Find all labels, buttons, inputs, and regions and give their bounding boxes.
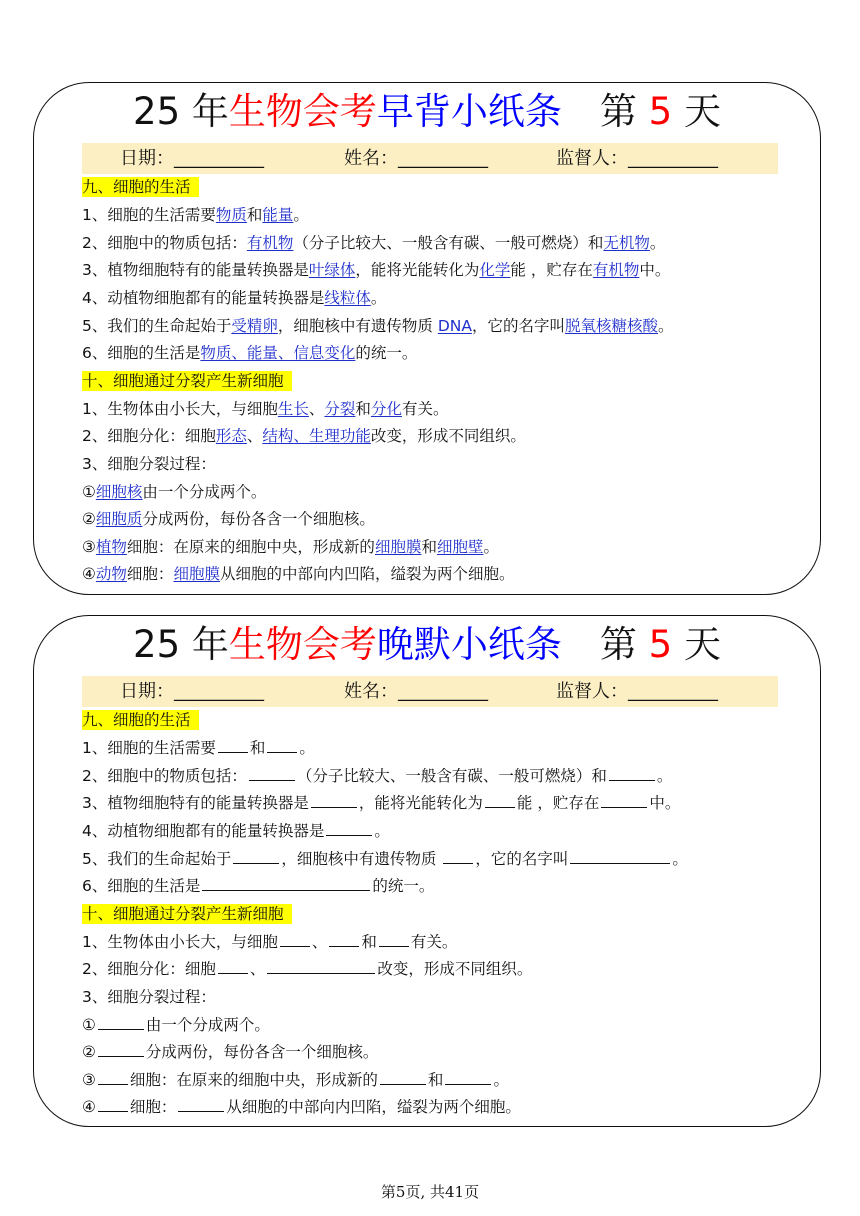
- blank[interactable]: [98, 1014, 144, 1030]
- blank[interactable]: [233, 848, 279, 864]
- info-bar: [82, 143, 778, 174]
- blank[interactable]: [280, 931, 310, 947]
- title-note-type: 早背小纸条: [376, 90, 562, 133]
- name-field: 姓名：__________: [344, 681, 488, 702]
- answer: 结构、生理功能: [262, 427, 371, 445]
- blank[interactable]: [445, 1069, 491, 1085]
- section-heading: [82, 709, 199, 731]
- title-year: 25: [133, 623, 181, 666]
- blank[interactable]: [443, 848, 473, 864]
- answer: 无机物: [603, 234, 650, 252]
- blank[interactable]: [329, 931, 359, 947]
- answer: 物质: [215, 206, 247, 224]
- blank[interactable]: [267, 737, 297, 753]
- title-tian: 天: [683, 623, 721, 666]
- answer: 能量: [262, 206, 294, 224]
- section-heading: [82, 176, 199, 198]
- list-item: ④ 细胞： 从细胞的中部向内凹陷，缢裂为两个细胞。: [82, 1098, 521, 1116]
- section-heading: [82, 370, 292, 392]
- card-title: [34, 89, 820, 135]
- answer: 化学: [479, 261, 511, 279]
- morning-recite-card: [33, 82, 821, 595]
- list-item: 1、细胞的生活需要 和 。: [82, 739, 315, 757]
- list-item: ④动物细胞：细胞膜从细胞的中部向内凹陷，缢裂为两个细胞。: [82, 565, 515, 583]
- list-item: 2、细胞分化：细胞 、 改变，形成不同组织。: [82, 960, 533, 978]
- list-item: 4、动植物细胞都有的能量转换器是 。: [82, 822, 390, 840]
- title-di: 第: [599, 623, 637, 666]
- title-year-char: 年: [191, 623, 229, 666]
- info-bar: [82, 676, 778, 707]
- list-item: ①细胞核由一个分成两个。: [82, 483, 267, 501]
- answer: 植物: [95, 538, 127, 556]
- list-item: ③植物细胞：在原来的细胞中央，形成新的细胞膜和细胞壁。: [82, 538, 499, 556]
- blank[interactable]: [609, 765, 655, 781]
- evening-dictation-card: [33, 615, 821, 1127]
- page-number: 第5页, 共41页: [380, 1183, 480, 1201]
- blank[interactable]: [218, 737, 248, 753]
- answer: 分裂: [324, 400, 356, 418]
- list-item: 1、细胞的生活需要物质和能量。: [82, 206, 309, 224]
- blank[interactable]: [98, 1041, 144, 1057]
- title-di: 第: [599, 90, 637, 133]
- answer: 形态: [215, 427, 247, 445]
- answer: 有机物: [246, 234, 294, 252]
- blank[interactable]: [379, 931, 409, 947]
- list-item: ① 由一个分成两个。: [82, 1016, 270, 1034]
- blank[interactable]: [249, 765, 295, 781]
- date-field: 日期：__________: [120, 148, 264, 169]
- section-10-title: 十、细胞通过分裂产生新细胞: [82, 904, 292, 924]
- list-item: 6、细胞的生活是物质、能量、信息变化的统一。: [82, 344, 418, 362]
- blank[interactable]: [326, 820, 372, 836]
- blank[interactable]: [218, 958, 248, 974]
- answer: 叶绿体: [308, 261, 356, 279]
- title-year-char: 年: [191, 90, 229, 133]
- answer: 动物: [95, 565, 127, 583]
- list-item: ② 分成两份，每份各含一个细胞核。: [82, 1043, 379, 1061]
- answer: DNA: [437, 317, 472, 335]
- answer: 受精卵: [231, 317, 278, 335]
- supervisor-field: 监督人：__________: [556, 681, 718, 702]
- answer: 分化: [370, 400, 402, 418]
- blank[interactable]: [98, 1069, 128, 1085]
- section-10-title: 十、细胞通过分裂产生新细胞: [82, 371, 292, 391]
- list-item: 2、细胞中的物质包括：有机物（分子比较大、一般含有碳、一般可燃烧）和无机物。: [82, 234, 666, 252]
- list-item: 1、生物体由小长大，与细胞生长、分裂和分化有关。: [82, 400, 449, 418]
- answer: 细胞壁: [436, 538, 484, 556]
- section-heading: [82, 903, 292, 925]
- list-item: 2、细胞分化：细胞形态、结构、生理功能改变，形成不同组织。: [82, 427, 526, 445]
- blank[interactable]: [380, 1069, 426, 1085]
- blank[interactable]: [98, 1096, 128, 1112]
- answer: 线粒体: [324, 289, 371, 307]
- title-year: 25: [133, 90, 181, 133]
- blank[interactable]: [485, 792, 515, 808]
- list-item: 3、细胞分裂过程：: [82, 988, 216, 1006]
- title-day-number: 5: [648, 623, 673, 666]
- list-item: 2、细胞中的物质包括： （分子比较大、一般含有碳、一般可燃烧）和 。: [82, 767, 673, 785]
- answer: 生长: [277, 400, 309, 418]
- blank[interactable]: [570, 848, 670, 864]
- blank[interactable]: [601, 792, 647, 808]
- title-day-number: 5: [648, 90, 673, 133]
- list-item: 5、我们的生命起始于受精卵，细胞核中有遗传物质 DNA，它的名字叫脱氧核糖核酸。: [82, 317, 674, 335]
- card-title: [34, 622, 820, 668]
- title-note-type: 晚默小纸条: [376, 623, 562, 666]
- list-item: ③ 细胞：在原来的细胞中央，形成新的 和 。: [82, 1071, 509, 1089]
- answer: 有机物: [592, 261, 640, 279]
- answer: 细胞质: [95, 510, 143, 528]
- list-item: 3、细胞分裂过程：: [82, 455, 216, 473]
- answer: 脱氧核糖核酸: [564, 317, 658, 335]
- section-9-title: 九、细胞的生活: [82, 710, 199, 730]
- list-item: 3、植物细胞特有的能量转换器是叶绿体，能将光能转化为化学能 ，贮存在有机物中。: [82, 261, 671, 279]
- list-item: 5、我们的生命起始于 ，细胞核中有遗传物质 ，它的名字叫 。: [82, 850, 688, 868]
- title-tian: 天: [683, 90, 721, 133]
- list-item: 3、植物细胞特有的能量转换器是 ，能将光能转化为 能 ，贮存在 中。: [82, 794, 681, 812]
- date-field: 日期：__________: [120, 681, 264, 702]
- answer: 细胞膜: [173, 565, 220, 583]
- list-item: 6、细胞的生活是 的统一。: [82, 877, 435, 895]
- blank[interactable]: [178, 1096, 224, 1112]
- blank[interactable]: [267, 958, 375, 974]
- supervisor-field: 监督人：__________: [556, 148, 718, 169]
- answer: 细胞核: [95, 483, 143, 501]
- list-item: 1、生物体由小长大，与细胞 、 和 有关。: [82, 933, 458, 951]
- name-field: 姓名：__________: [344, 148, 488, 169]
- title-subject: 生物会考: [228, 623, 377, 666]
- list-item: ②细胞质分成两份，每份各含一个细胞核。: [82, 510, 375, 528]
- section-9-title: 九、细胞的生活: [82, 177, 199, 197]
- answer: 细胞膜: [374, 538, 422, 556]
- list-item: 4、动植物细胞都有的能量转换器是线粒体。: [82, 289, 387, 307]
- answer: 物质、能量、信息变化: [200, 344, 356, 362]
- title-subject: 生物会考: [228, 90, 377, 133]
- blank[interactable]: [202, 875, 370, 891]
- blank[interactable]: [311, 792, 357, 808]
